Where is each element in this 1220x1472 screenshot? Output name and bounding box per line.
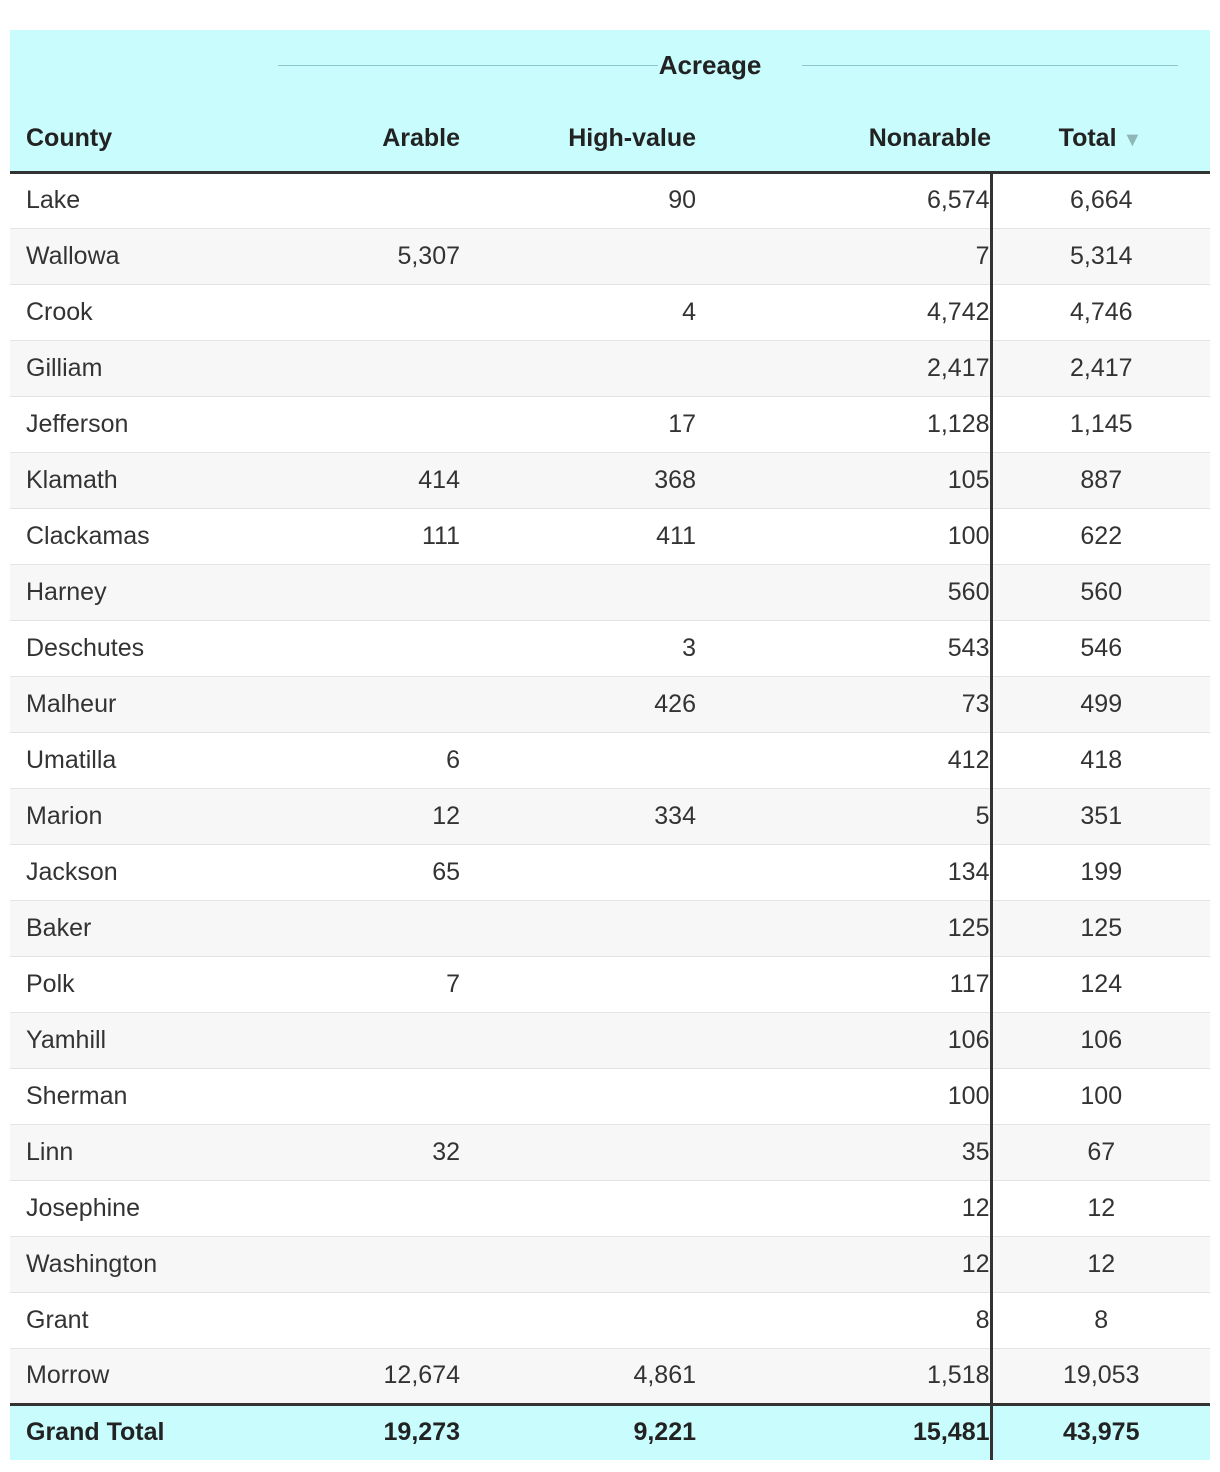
arable-cell: 414 [210, 452, 460, 508]
total-cell: 351 [991, 788, 1210, 844]
high-value-cell [460, 1068, 696, 1124]
arable-cell [210, 1292, 460, 1348]
table-row [10, 1180, 1210, 1236]
nonarable-cell: 5 [696, 788, 991, 844]
nonarable-cell: 543 [696, 620, 991, 676]
total-cell: 4,746 [991, 284, 1210, 340]
table-row [10, 732, 1210, 788]
grand-total-label: Grand Total [10, 1404, 210, 1460]
table-footer [10, 1404, 1210, 1460]
total-cell: 100 [991, 1068, 1210, 1124]
county-cell: Deschutes [10, 620, 210, 676]
column-header-total[interactable] [991, 98, 1210, 172]
county-cell: Malheur [10, 676, 210, 732]
arable-cell: 12 [210, 788, 460, 844]
grand-total-row [10, 1404, 1210, 1460]
nonarable-cell: 12 [696, 1236, 991, 1292]
table-row [10, 172, 1210, 228]
column-header-county[interactable] [10, 98, 210, 172]
arable-cell [210, 900, 460, 956]
table-row [10, 956, 1210, 1012]
table-row [10, 1292, 1210, 1348]
arable-cell: 5,307 [210, 228, 460, 284]
arable-cell: 65 [210, 844, 460, 900]
table-row [10, 564, 1210, 620]
arable-cell: 6 [210, 732, 460, 788]
high-value-cell [460, 844, 696, 900]
high-value-cell [460, 1292, 696, 1348]
total-cell: 622 [991, 508, 1210, 564]
high-value-cell [460, 1124, 696, 1180]
county-cell: Umatilla [10, 732, 210, 788]
high-value-header-label: High-value [568, 123, 696, 152]
table-row [10, 340, 1210, 396]
total-cell: 8 [991, 1292, 1210, 1348]
nonarable-cell: 73 [696, 676, 991, 732]
high-value-cell [460, 1236, 696, 1292]
county-cell: Baker [10, 900, 210, 956]
table-row [10, 676, 1210, 732]
county-cell: Marion [10, 788, 210, 844]
nonarable-cell: 125 [696, 900, 991, 956]
county-cell: Clackamas [10, 508, 210, 564]
group-divider-right [802, 65, 1178, 66]
high-value-cell [460, 340, 696, 396]
column-header-arable[interactable] [210, 98, 460, 172]
nonarable-cell: 2,417 [696, 340, 991, 396]
column-header-row [10, 98, 1210, 172]
arable-cell: 12,674 [210, 1348, 460, 1404]
table-row [10, 396, 1210, 452]
nonarable-cell: 100 [696, 508, 991, 564]
high-value-cell: 334 [460, 788, 696, 844]
arable-cell: 7 [210, 956, 460, 1012]
total-cell: 546 [991, 620, 1210, 676]
total-cell: 124 [991, 956, 1210, 1012]
high-value-cell [460, 228, 696, 284]
grand-total-high-value: 9,221 [460, 1404, 696, 1460]
arable-cell [210, 1012, 460, 1068]
grand-total-nonarable: 15,481 [696, 1404, 991, 1460]
table-row [10, 1348, 1210, 1404]
high-value-cell [460, 900, 696, 956]
arable-cell [210, 676, 460, 732]
total-cell: 499 [991, 676, 1210, 732]
county-cell: Klamath [10, 452, 210, 508]
high-value-cell [460, 732, 696, 788]
arable-cell: 111 [210, 508, 460, 564]
arable-cell [210, 1068, 460, 1124]
county-cell: Grant [10, 1292, 210, 1348]
table-row [10, 508, 1210, 564]
total-cell: 5,314 [991, 228, 1210, 284]
county-cell: Washington [10, 1236, 210, 1292]
arable-header-label: Arable [382, 123, 460, 152]
county-cell: Linn [10, 1124, 210, 1180]
county-cell: Yamhill [10, 1012, 210, 1068]
nonarable-cell: 12 [696, 1180, 991, 1236]
table-header [10, 30, 1210, 172]
table-row [10, 620, 1210, 676]
county-cell: Gilliam [10, 340, 210, 396]
table-row [10, 844, 1210, 900]
total-cell: 887 [991, 452, 1210, 508]
county-cell: Harney [10, 564, 210, 620]
high-value-cell: 3 [460, 620, 696, 676]
grand-total-total: 43,975 [991, 1404, 1210, 1460]
acreage-table-container [10, 30, 1210, 1460]
total-cell: 199 [991, 844, 1210, 900]
arable-cell [210, 564, 460, 620]
total-cell: 560 [991, 564, 1210, 620]
acreage-group-label: Acreage [658, 50, 762, 80]
arable-cell [210, 620, 460, 676]
high-value-cell: 90 [460, 172, 696, 228]
total-cell: 12 [991, 1236, 1210, 1292]
high-value-cell [460, 564, 696, 620]
arable-cell [210, 172, 460, 228]
arable-cell [210, 396, 460, 452]
column-group-row [10, 30, 1210, 98]
total-cell: 19,053 [991, 1348, 1210, 1404]
nonarable-cell: 105 [696, 452, 991, 508]
county-cell: Josephine [10, 1180, 210, 1236]
high-value-cell [460, 956, 696, 1012]
county-cell: Lake [10, 172, 210, 228]
total-cell: 2,417 [991, 340, 1210, 396]
arable-cell [210, 284, 460, 340]
nonarable-cell: 6,574 [696, 172, 991, 228]
nonarable-cell: 35 [696, 1124, 991, 1180]
high-value-cell: 4,861 [460, 1348, 696, 1404]
table-row [10, 1236, 1210, 1292]
county-cell: Morrow [10, 1348, 210, 1404]
table-row [10, 228, 1210, 284]
nonarable-cell: 1,128 [696, 396, 991, 452]
nonarable-cell: 412 [696, 732, 991, 788]
table-row [10, 284, 1210, 340]
county-cell: Polk [10, 956, 210, 1012]
nonarable-cell: 134 [696, 844, 991, 900]
arable-cell [210, 340, 460, 396]
total-cell: 418 [991, 732, 1210, 788]
total-header-label: Total [1058, 123, 1117, 152]
county-header-label: County [26, 123, 113, 152]
county-cell: Wallowa [10, 228, 210, 284]
total-cell: 67 [991, 1124, 1210, 1180]
table-row [10, 1012, 1210, 1068]
table-row [10, 788, 1210, 844]
column-header-high-value[interactable] [460, 98, 696, 172]
grand-total-arable: 19,273 [210, 1404, 460, 1460]
total-cell: 1,145 [991, 396, 1210, 452]
table-row [10, 1068, 1210, 1124]
high-value-cell: 368 [460, 452, 696, 508]
high-value-cell: 17 [460, 396, 696, 452]
county-cell: Sherman [10, 1068, 210, 1124]
arable-cell [210, 1236, 460, 1292]
table-row [10, 452, 1210, 508]
column-header-nonarable[interactable] [696, 98, 991, 172]
high-value-cell: 426 [460, 676, 696, 732]
total-cell: 125 [991, 900, 1210, 956]
nonarable-cell: 106 [696, 1012, 991, 1068]
group-spacer [10, 30, 210, 98]
nonarable-cell: 4,742 [696, 284, 991, 340]
nonarable-cell: 1,518 [696, 1348, 991, 1404]
arable-cell [210, 1180, 460, 1236]
acreage-table [10, 30, 1210, 1460]
nonarable-cell: 7 [696, 228, 991, 284]
nonarable-cell: 8 [696, 1292, 991, 1348]
nonarable-cell: 100 [696, 1068, 991, 1124]
county-cell: Crook [10, 284, 210, 340]
nonarable-header-label: Nonarable [868, 123, 991, 152]
high-value-cell: 4 [460, 284, 696, 340]
county-cell: Jefferson [10, 396, 210, 452]
high-value-cell [460, 1180, 696, 1236]
acreage-group-header [210, 30, 1210, 98]
county-cell: Jackson [10, 844, 210, 900]
high-value-cell [460, 1012, 696, 1068]
high-value-cell: 411 [460, 508, 696, 564]
total-cell: 106 [991, 1012, 1210, 1068]
arable-cell: 32 [210, 1124, 460, 1180]
total-cell: 12 [991, 1180, 1210, 1236]
nonarable-cell: 117 [696, 956, 991, 1012]
total-cell: 6,664 [991, 172, 1210, 228]
table-body [10, 172, 1210, 1404]
table-row [10, 1124, 1210, 1180]
nonarable-cell: 560 [696, 564, 991, 620]
table-row [10, 900, 1210, 956]
sort-descending-icon[interactable]: ▼ [1122, 128, 1143, 151]
